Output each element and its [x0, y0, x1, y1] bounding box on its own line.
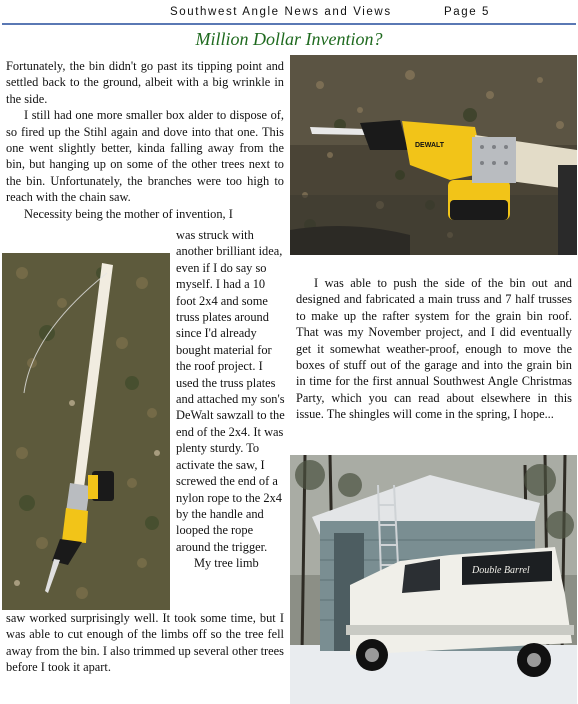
article-column-left — [6, 58, 284, 222]
article-column-right — [296, 275, 572, 423]
article-column-wrap — [176, 227, 286, 572]
page-number: Page 5 — [444, 6, 491, 18]
paragraph-1: Fortunately, the bin didn't go past its tipping point and settled back to the ground, albeit with a big wrinkle in the side. — [6, 59, 284, 106]
photo-grain-bin-truck — [290, 455, 577, 704]
paragraph-3-wrap-end: My tree limb — [194, 556, 259, 571]
paragraph-2: I still had one more smaller box alder to dispose of, so fired up the Stihl again and dove into that one. This one went slightly better, kinda falling away from the bin, but hanging up on some of the other trees next to the bin. Unfortunately, the branches were too high to reach with the chain saw. — [6, 108, 284, 205]
article-column-bottom — [6, 610, 284, 676]
newsletter-name: Southwest Angle News and Views — [170, 6, 392, 18]
paragraph-3-wrap: was struck with another brilliant idea, even if I do say so myself. I had a 10 foot 2x4 and some truss plates around since I'd already bought material for the roof project. I used the truss plates and attached my son's DeWalt sawzall to the end of the 2x4. It was plenty sturdy. To activate the saw, I screwed the end of a nylon rope to the 2x4 by the handle and looped the rope around the trigger. — [176, 228, 285, 554]
photo-sawzall-closeup — [290, 55, 577, 255]
photo-saw-on-2x4 — [2, 253, 170, 610]
page-header — [0, 0, 578, 24]
article-title: Million Dollar Invention? — [195, 29, 383, 49]
header-rule — [2, 23, 576, 25]
paragraph-3-start: Necessity being the mother of invention, I — [24, 206, 233, 221]
paragraph-3-end: saw worked surprisingly well. It took some time, but I was able to cut enough of the limbs off so the tree fell away from the bin. I also trimmed up several other trees before I took it apart. — [6, 611, 284, 675]
paragraph-4: I was able to push the side of the bin out and designed and fabricated a main truss and 7 half trusses to make up the rafter system for the grain bin roof. That was my November project, and I did eventually get it somewhat weather-proof, enough to move the boxes of stuff out of the garage and into the grain bin in time for the first annual Southwest Angle Christmas Party, which you can read about elsewhere in this issue. The shingles will come in the spring, I hope... — [296, 276, 572, 422]
truck-decal-text: Double Barrel — [472, 565, 530, 576]
dewalt-logo-text: DEWALT — [415, 142, 445, 149]
